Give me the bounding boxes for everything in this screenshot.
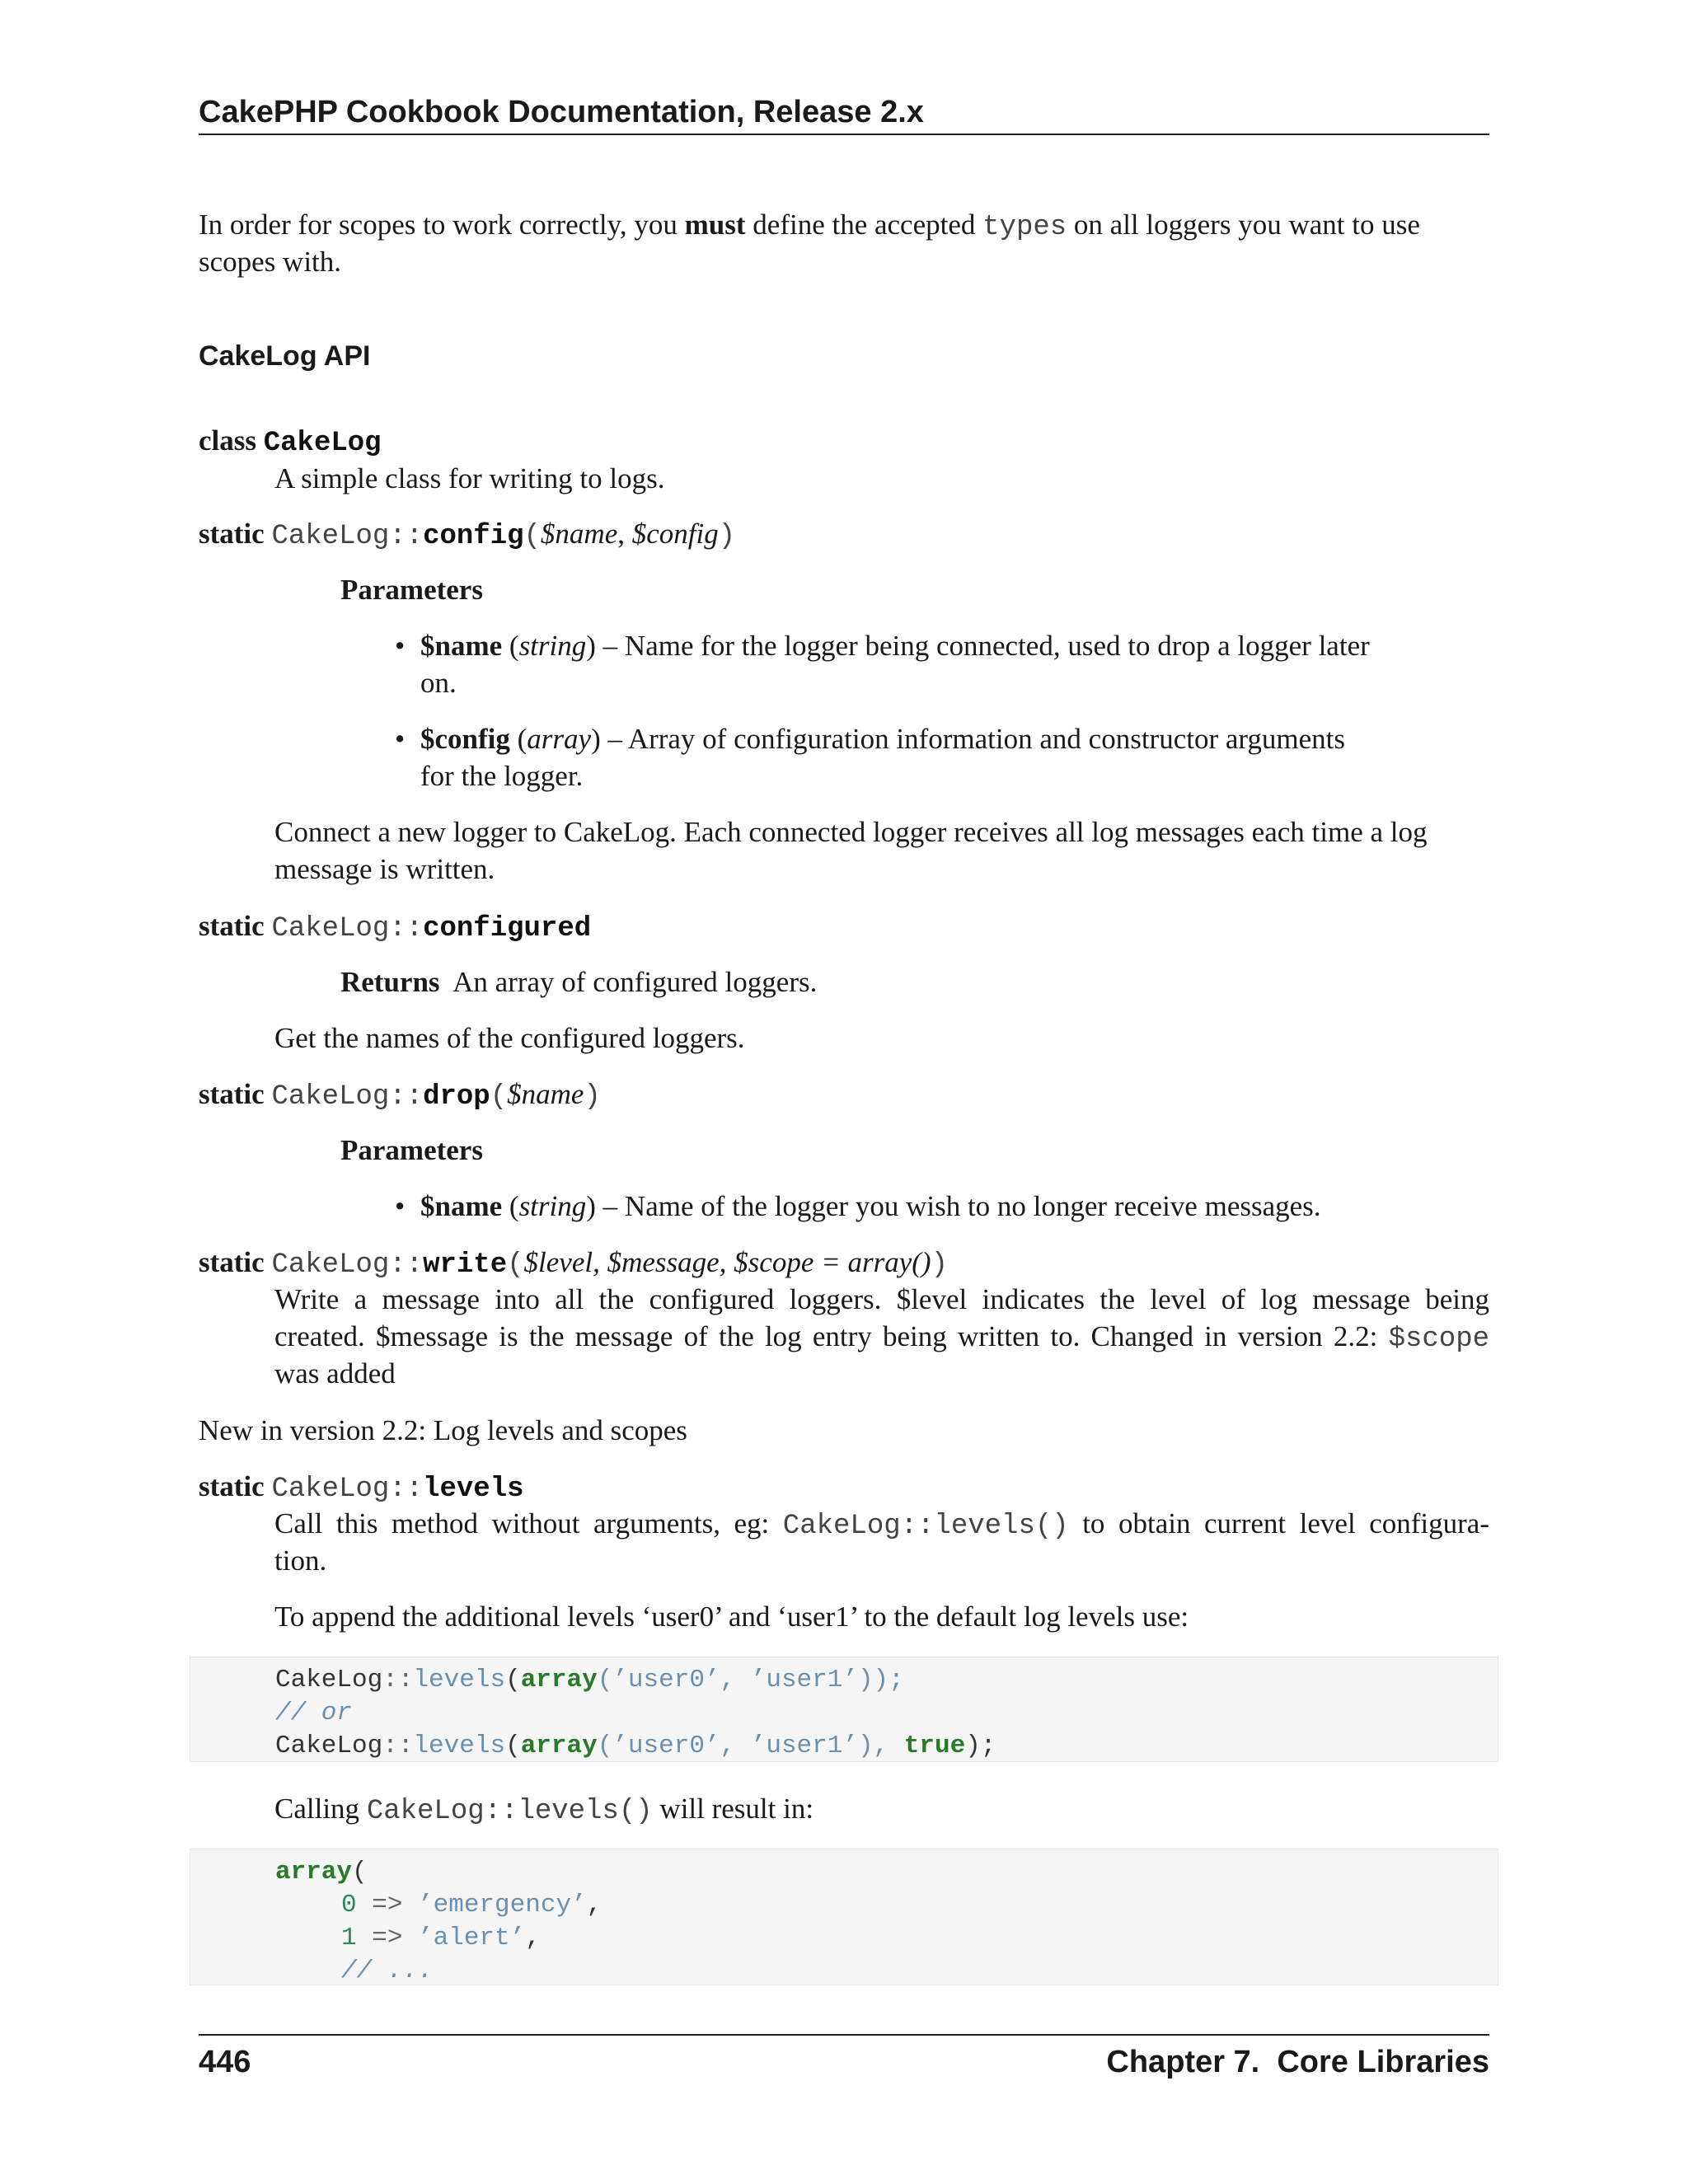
drop-params-label: Parameters	[340, 1134, 483, 1166]
code-comment: // ...	[341, 1957, 434, 1985]
method-name-levels: levels	[423, 1474, 524, 1505]
write-desc-line-3: was added	[274, 1357, 396, 1390]
code-comment: // or	[275, 1699, 353, 1727]
chapter-title: Chapter 7. Core Libraries	[1106, 2045, 1489, 2079]
must-emphasis: must	[684, 209, 746, 241]
code-line: CakeLog::levels(array(’user0’, ’user1’), true);	[275, 1732, 996, 1760]
config-params-label: Parameters	[340, 574, 483, 606]
types-code: types	[982, 212, 1067, 243]
code-line: array(	[275, 1858, 368, 1886]
code-block-levels-append	[190, 1657, 1498, 1762]
page-number: 446	[199, 2045, 251, 2079]
intro-line-1: In order for scopes to work correctly, you must define the accepted types on all loggers you want to use	[199, 209, 1420, 243]
drop-signature: static CakeLog::drop($name)	[199, 1078, 601, 1113]
config-param-name-cont: on.	[420, 667, 457, 699]
method-name-configured: configured	[423, 913, 592, 944]
calling-levels-text: Calling CakeLog::levels() will result in:	[274, 1793, 814, 1827]
intro-line-2: scopes with.	[199, 246, 342, 278]
method-name-drop: drop	[423, 1081, 490, 1113]
config-param-config-cont: for the logger.	[420, 760, 584, 792]
code-block-levels-result	[190, 1849, 1498, 1985]
config-signature: static CakeLog::config($name, $config)	[199, 518, 736, 552]
class-description: A simple class for writing to logs.	[274, 462, 665, 494]
scope-code: $scope	[1388, 1324, 1489, 1355]
section-title: CakeLog API	[199, 340, 371, 372]
write-desc-line-1: Write a message into all the configured loggers. $level indicates the level of log message being	[274, 1283, 1489, 1315]
levels-append-text: To append the additional levels ‘user0’ and ‘user1’ to the default log levels use:	[274, 1601, 1189, 1633]
write-desc-line-2: created. $message is the message of the log entry being written to. Changed in version 2.2: $scope	[274, 1320, 1489, 1355]
config-param-name: • $name (string) – Name for the logger being connected, used to drop a logger later	[395, 630, 1370, 662]
header-rule	[199, 134, 1489, 135]
config-desc-line-1: Connect a new logger to CakeLog. Each connected logger receives all log messages each time a log	[274, 816, 1428, 848]
levels-desc-line-1: Call this method without arguments, eg: CakeLog::levels() to obtain current level configura-	[274, 1507, 1489, 1542]
config-desc-line-2: message is written.	[274, 853, 495, 885]
configured-signature: static CakeLog::configured	[199, 910, 592, 944]
configured-returns: Returns An array of configured loggers.	[340, 966, 818, 998]
code-line: CakeLog::levels(array(’user0’, ’user1’));	[275, 1666, 904, 1694]
drop-param-name: • $name (string) – Name of the logger you wish to no longer receive messages.	[395, 1190, 1321, 1222]
code-line: 0 => ’emergency’,	[341, 1891, 603, 1919]
configured-desc: Get the names of the configured loggers.	[274, 1022, 745, 1054]
levels-signature: static CakeLog::levels	[199, 1470, 524, 1505]
write-signature: static CakeLog::write($level, $message, $scope = array())	[199, 1246, 948, 1281]
levels-desc-line-2: tion.	[274, 1544, 327, 1577]
version-note: New in version 2.2: Log levels and scopes	[199, 1414, 687, 1446]
method-name-write: write	[423, 1249, 508, 1281]
footer-rule	[199, 2034, 1489, 2036]
code-line: 1 => ’alert’,	[341, 1924, 541, 1952]
class-signature: class CakeLog	[199, 424, 382, 459]
running-header: CakePHP Cookbook Documentation, Release 2.x	[199, 95, 924, 129]
method-name-config: config	[423, 521, 524, 552]
class-name: CakeLog	[263, 428, 382, 459]
config-param-config: • $config (array) – Array of configuration information and constructor arguments	[395, 723, 1346, 755]
